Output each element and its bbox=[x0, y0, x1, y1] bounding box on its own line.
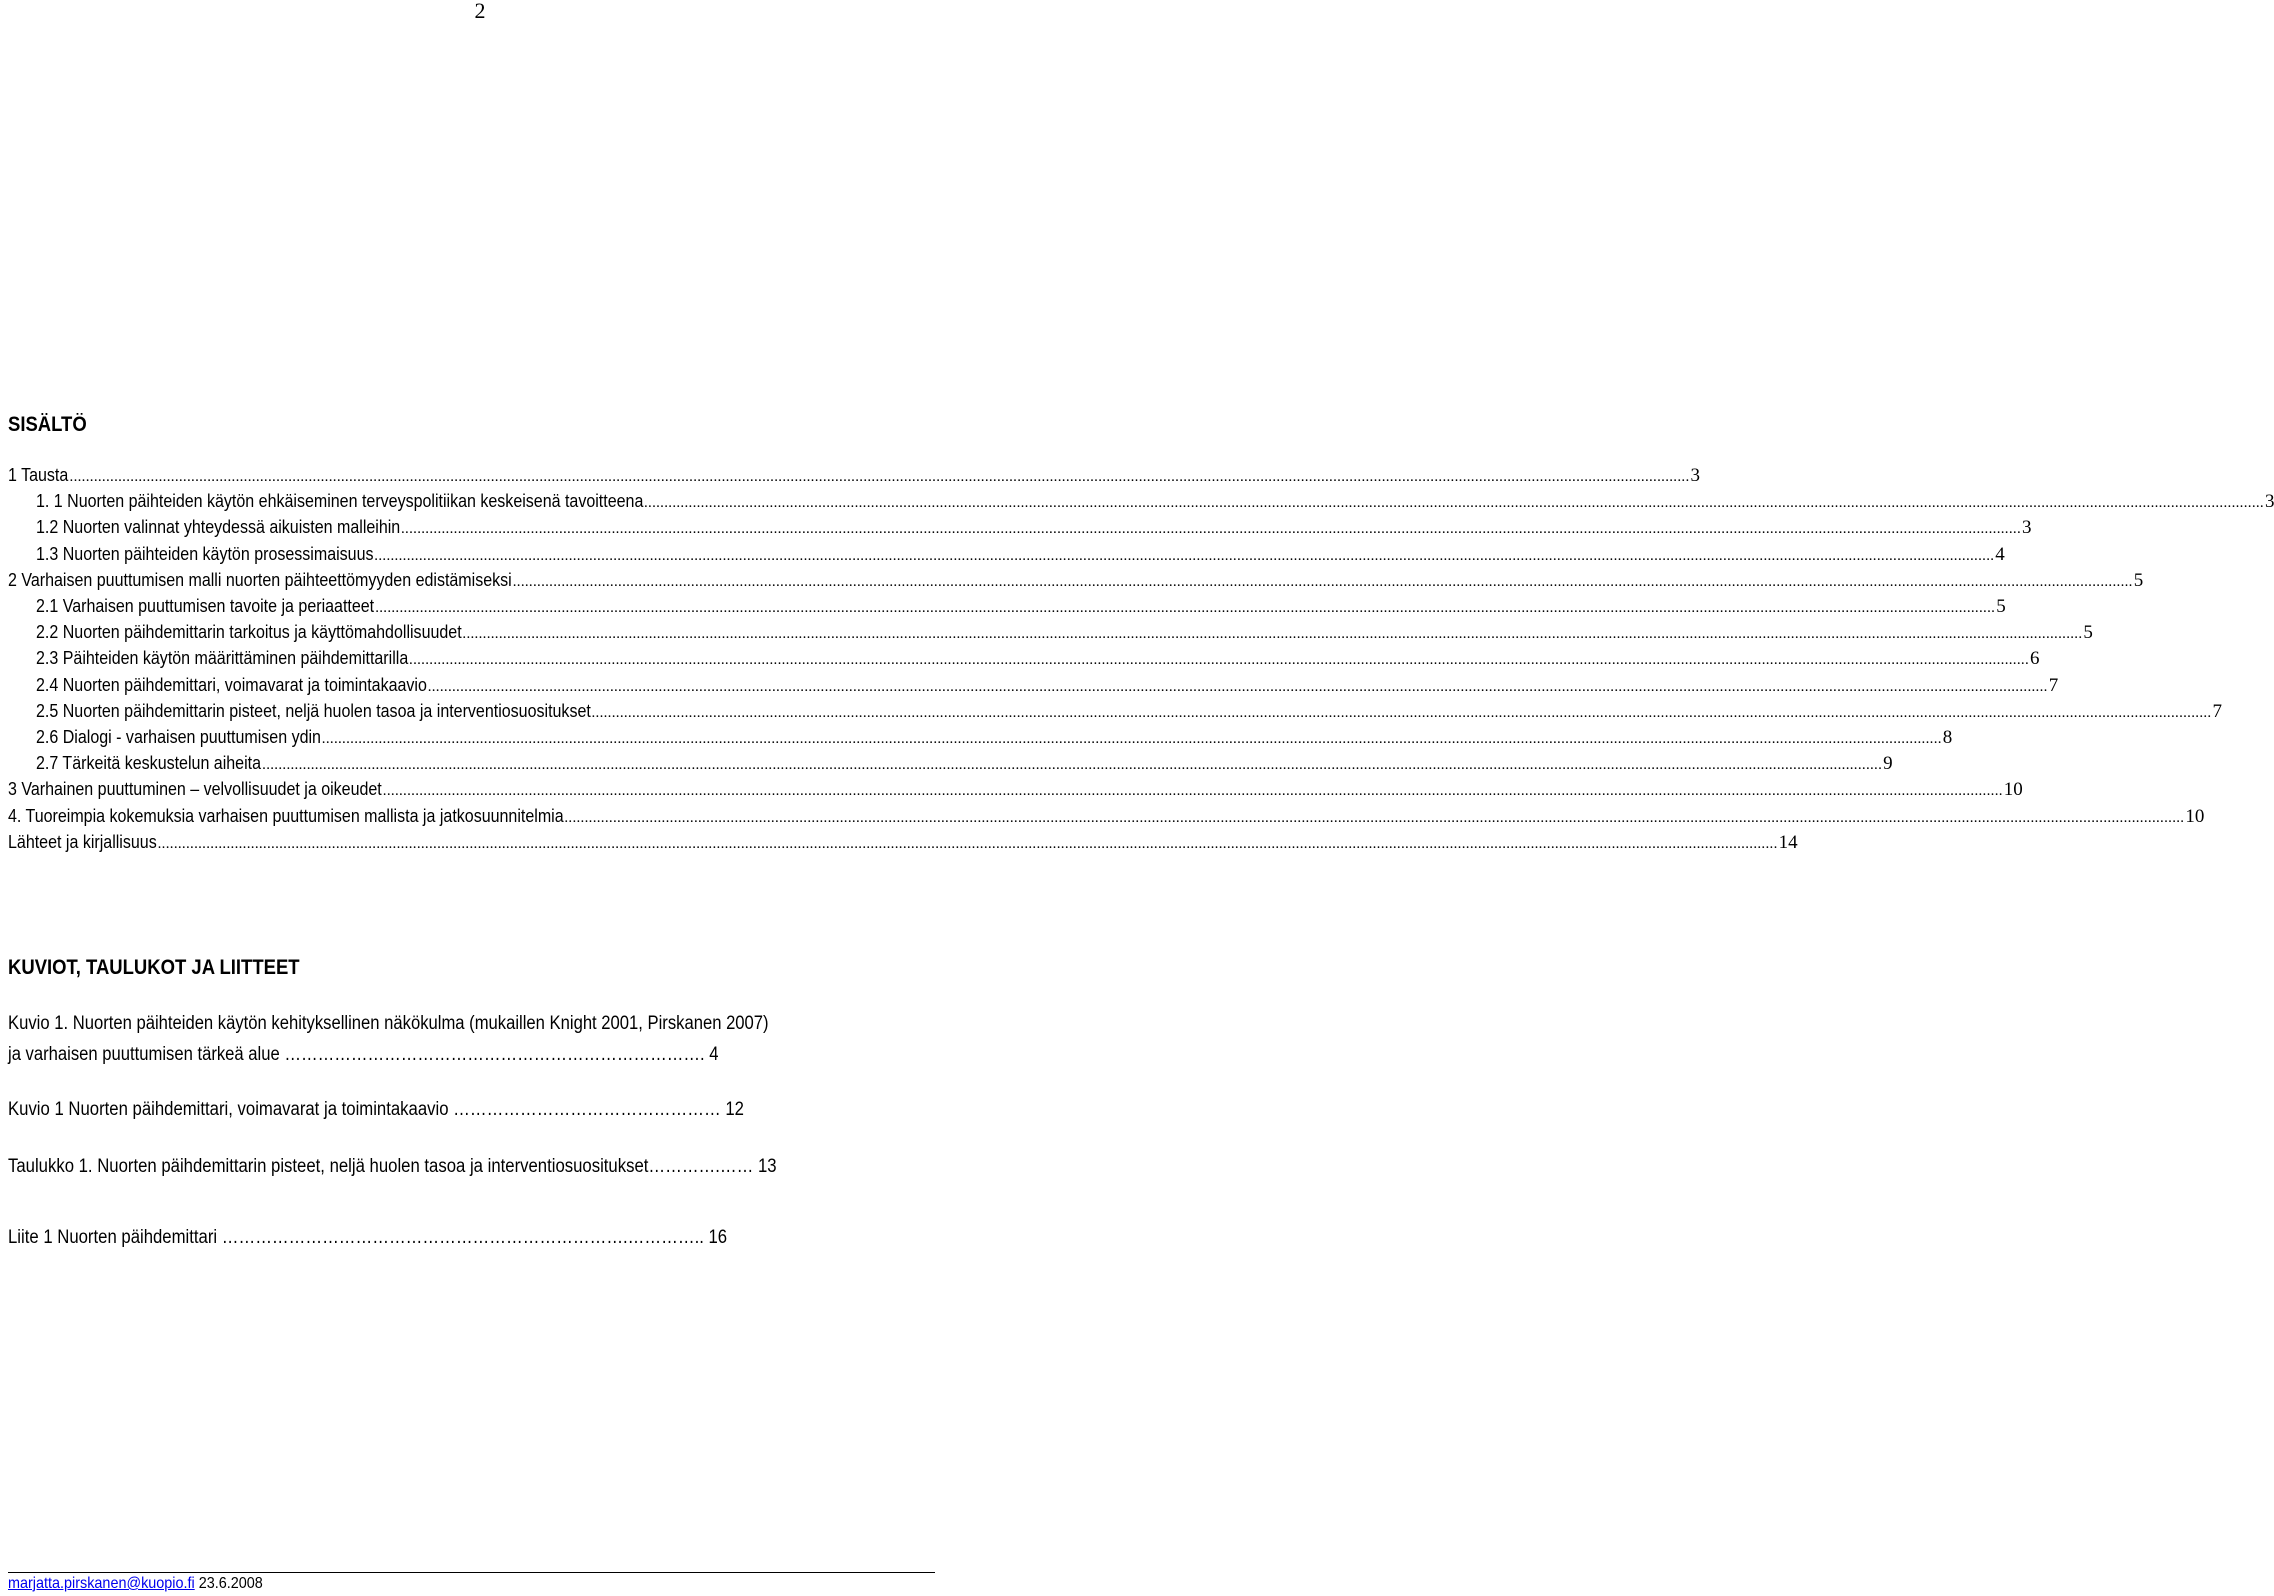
toc-entry-title-wrap bbox=[36, 701, 590, 722]
page-number: 2 bbox=[474, 0, 486, 23]
toc-entry-page: 4 bbox=[1995, 543, 2005, 565]
toc-entry-page: 6 bbox=[2030, 648, 2040, 670]
appendix-entry-liite1: Liite 1 Nuorten päihdemittari ……………………………………………………………….………….. 16 bbox=[8, 1227, 728, 1248]
toc-entry-title-wrap bbox=[8, 465, 69, 486]
toc-entry-title: 2 Varhaisen puuttumisen malli nuorten päihteettömyyden edistämiseksi bbox=[8, 569, 512, 590]
footer-divider bbox=[8, 1572, 935, 1573]
toc-entry-title-wrap bbox=[36, 544, 373, 565]
toc-entry-title-wrap bbox=[36, 622, 461, 643]
toc-dot-leader: ................................................................................................................................................................................................................................................................................................................................................................................................................ bbox=[427, 678, 2048, 695]
toc-entry-title: Lähteet ja kirjallisuus bbox=[8, 831, 157, 852]
toc-entry-title-wrap bbox=[36, 517, 400, 538]
toc-entry-page: 14 bbox=[1778, 831, 1798, 853]
toc-entry-page: 5 bbox=[1996, 596, 2006, 617]
toc-entry-page: 9 bbox=[1883, 753, 1893, 775]
toc-dot-leader: ................................................................................................................................................................................................................................................................................................................................................................................................................ bbox=[157, 835, 1778, 852]
toc-entry[interactable] bbox=[36, 674, 2059, 701]
footer-email-link[interactable]: marjatta.pirskanen@kuopio.fi bbox=[8, 1575, 195, 1592]
toc-entry-title-wrap bbox=[8, 570, 512, 591]
toc-dot-leader: ................................................................................................................................................................................................................................................................................................................................................................................................................ bbox=[643, 495, 2264, 512]
toc-entry-title-wrap bbox=[36, 648, 408, 669]
toc-entry-page: 5 bbox=[2083, 622, 2093, 644]
toc-entry[interactable] bbox=[36, 753, 1893, 779]
toc-dot-leader: ................................................................................................................................................................................................................................................................................................................................................................................................................ bbox=[591, 704, 2212, 721]
toc-entry-page: 8 bbox=[1942, 727, 1953, 748]
toc-dot-leader: ................................................................................................................................................................................................................................................................................................................................................................................................................ bbox=[512, 573, 2133, 590]
toc-entry[interactable] bbox=[36, 596, 2006, 622]
toc-entry[interactable] bbox=[36, 543, 2005, 570]
toc-dot-leader: ................................................................................................................................................................................................................................................................................................................................................................................................................ bbox=[262, 757, 1883, 774]
toc-entry-title: 1.3 Nuorten päihteiden käytön prosessimaisuus bbox=[36, 543, 374, 564]
toc-dot-leader: ................................................................................................................................................................................................................................................................................................................................................................................................................ bbox=[382, 783, 2003, 800]
toc-entry-page: 7 bbox=[2212, 700, 2222, 722]
toc-entry[interactable] bbox=[36, 517, 2032, 543]
toc-entry-title: 2.7 Tärkeitä keskustelun aiheita bbox=[36, 753, 262, 774]
toc-entry[interactable] bbox=[8, 569, 2144, 596]
toc-entry[interactable] bbox=[8, 779, 2023, 805]
toc-entry-title: 2.1 Varhaisen puuttumisen tavoite ja periaatteet bbox=[36, 596, 375, 616]
toc-entry-title: 1. 1 Nuorten päihteiden käytön ehkäiseminen terveyspolitiikan keskeisenä tavoitteena bbox=[36, 491, 644, 512]
toc-entry-title: 2.2 Nuorten päihdemittarin tarkoitus ja käyttömahdollisuudet bbox=[36, 622, 462, 643]
toc-entry-title-wrap bbox=[36, 491, 643, 512]
footer bbox=[8, 1575, 263, 1593]
toc-entry-title: 2.5 Nuorten päihdemittarin pisteet, neljä huolen tasoa ja interventiosuositukset bbox=[36, 700, 591, 721]
toc-entry[interactable] bbox=[8, 805, 2205, 832]
toc-entry-page: 10 bbox=[2185, 805, 2205, 827]
figure-entry-kuvio1b: Kuvio 1 Nuorten päihdemittari, voimavarat ja toimintakaavio ………………………………………… 12 bbox=[8, 1099, 744, 1120]
toc-entry-title: 2.3 Päihteiden käytön määrittäminen päihdemittarilla bbox=[36, 648, 409, 669]
figure-entry-kuvio1-line1: Kuvio 1. Nuorten päihteiden käytön kehityksellinen näkökulma (mukaillen Knight 2001, Pirskanen 2007) bbox=[8, 1013, 769, 1034]
toc-dot-leader: ................................................................................................................................................................................................................................................................................................................................................................................................................ bbox=[374, 547, 1995, 564]
toc-entry-page: 5 bbox=[2133, 569, 2144, 591]
toc-entry-page: 7 bbox=[2048, 674, 2059, 696]
toc-entry-title: 2.6 Dialogi - varhaisen puuttumisen ydin bbox=[36, 727, 321, 747]
toc-entry-title-wrap bbox=[8, 779, 382, 800]
toc-entry-title: 2.4 Nuorten päihdemittari, voimavarat ja toimintakaavio bbox=[36, 674, 427, 695]
toc-entry-title-wrap bbox=[36, 596, 374, 617]
toc-entry[interactable] bbox=[36, 622, 2093, 648]
toc-entry-title-wrap bbox=[36, 753, 261, 774]
toc-dot-leader: ................................................................................................................................................................................................................................................................................................................................................................................................................ bbox=[401, 521, 2021, 538]
figure-entry-kuvio1-line2: ja varhaisen puuttumisen tärkeä alue …………………………………………………………………. 4 bbox=[8, 1044, 719, 1065]
toc-dot-leader: ................................................................................................................................................................................................................................................................................................................................................................................................................ bbox=[564, 809, 2185, 826]
toc-dot-leader: ................................................................................................................................................................................................................................................................................................................................................................................................................ bbox=[409, 652, 2030, 669]
toc-entry[interactable] bbox=[36, 727, 1953, 753]
toc-dot-leader: ................................................................................................................................................................................................................................................................................................................................................................................................................ bbox=[462, 626, 2083, 643]
table-entry-taulukko1: Taulukko 1. Nuorten päihdemittarin pisteet, neljä huolen tasoa ja interventiosuositukset………….…… 13 bbox=[8, 1156, 777, 1177]
toc-entry-title: 4. Tuoreimpia kokemuksia varhaisen puuttumisen mallista ja jatkosuunnitelmia bbox=[8, 805, 564, 826]
toc-entry-title: 3 Varhainen puuttuminen – velvollisuudet ja oikeudet bbox=[8, 779, 382, 800]
toc-entry[interactable] bbox=[8, 831, 1798, 858]
toc-entry[interactable] bbox=[8, 465, 1701, 491]
toc-dot-leader: ................................................................................................................................................................................................................................................................................................................................................................................................................ bbox=[69, 469, 1690, 485]
toc-entry[interactable] bbox=[36, 648, 2040, 674]
toc-entry-title-wrap bbox=[8, 806, 563, 827]
toc-entry-page: 3 bbox=[2022, 517, 2032, 539]
toc-entry[interactable] bbox=[36, 491, 2274, 517]
toc-entry-page: 10 bbox=[2003, 779, 2023, 801]
toc-dot-leader: ................................................................................................................................................................................................................................................................................................................................................................................................................ bbox=[375, 600, 1996, 616]
toc-entry-page: 3 bbox=[2264, 491, 2274, 513]
toc-dot-leader: ................................................................................................................................................................................................................................................................................................................................................................................................................ bbox=[321, 731, 1942, 747]
figures-heading: KUVIOT, TAULUKOT JA LIITTEET bbox=[8, 956, 300, 979]
toc-entry-title: 1.2 Nuorten valinnat yhteydessä aikuisten malleihin bbox=[36, 517, 401, 538]
toc-entry[interactable] bbox=[36, 700, 2222, 727]
toc-entry-title-wrap bbox=[36, 675, 427, 696]
toc-entry-title-wrap bbox=[36, 727, 321, 748]
toc-entry-page: 3 bbox=[1690, 465, 1701, 486]
toc-entry-title: 1 Tausta bbox=[8, 465, 69, 485]
footer-date: 23.6.2008 bbox=[198, 1575, 263, 1592]
toc-heading: SISÄLTÖ bbox=[8, 413, 87, 436]
toc-entry-title-wrap bbox=[8, 832, 157, 853]
